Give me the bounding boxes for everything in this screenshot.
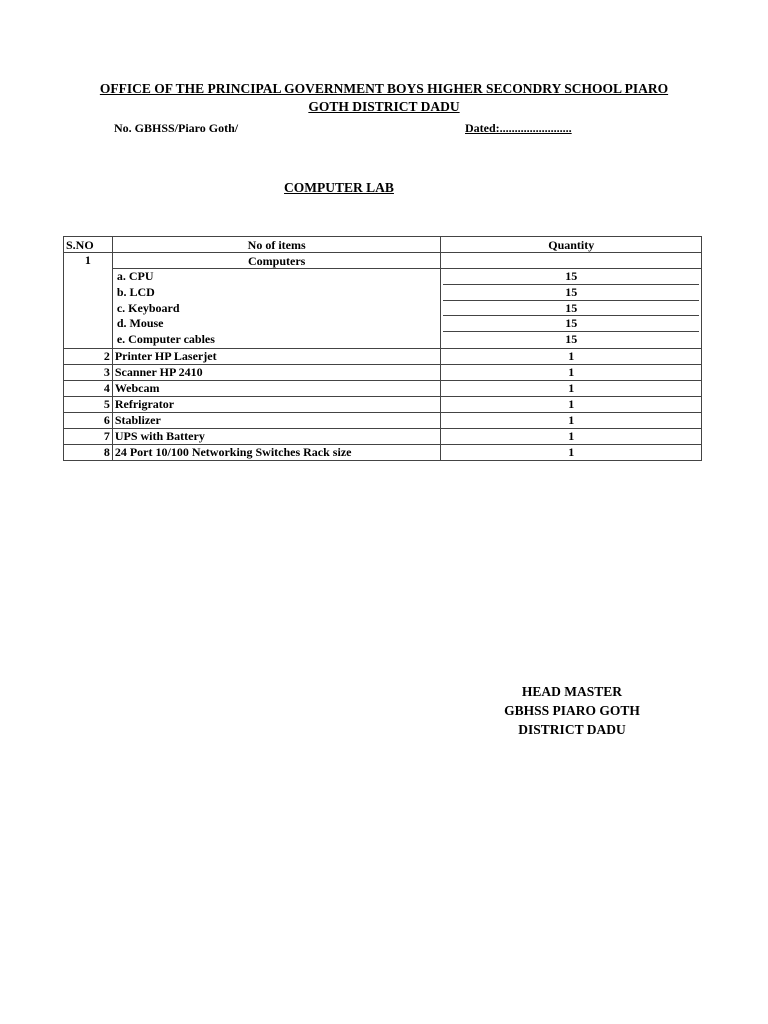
row-qty: 1 [441, 364, 702, 380]
sub-item-qty: 15 [443, 285, 699, 301]
signature-school: GBHSS PIARO GOTH [504, 703, 640, 718]
row-sno: 6 [64, 412, 113, 428]
row-sno: 7 [64, 428, 113, 444]
section-title: COMPUTER LAB [284, 180, 394, 195]
signature-district: DISTRICT DADU [518, 722, 626, 737]
table-row [64, 348, 702, 364]
row-item: Stablizer [112, 412, 441, 428]
table-row [64, 396, 702, 412]
row-item: Scanner HP 2410 [112, 364, 441, 380]
row-qty: 1 [441, 428, 702, 444]
sub-item-qty: 15 [443, 269, 699, 285]
sub-item-name: a. CPU [116, 269, 154, 283]
sub-item-qty: 15 [443, 316, 699, 332]
sub-item-name: d. Mouse [116, 316, 164, 331]
group-label-qty [441, 253, 702, 269]
table-header-row [64, 237, 702, 253]
group-label: Computers [112, 253, 441, 269]
row-item: 24 Port 10/100 Networking Switches Rack size [112, 444, 441, 460]
sub-item-name: e. Computer cables [116, 332, 215, 347]
row-sno: 8 [64, 444, 113, 460]
row-sno: 2 [64, 348, 113, 364]
sub-item-qty: 15 [443, 301, 699, 317]
reference-number: No. GBHSS/Piaro Goth/ [114, 121, 239, 135]
inventory-table [63, 236, 702, 461]
row-item: UPS with Battery [112, 428, 441, 444]
office-title-line2: GOTH DISTRICT DADU [308, 99, 460, 114]
signature-block [470, 682, 674, 739]
table-row [64, 412, 702, 428]
signature-title: HEAD MASTER [521, 684, 623, 699]
table-row [64, 428, 702, 444]
sub-item-name: c. Keyboard [116, 300, 180, 315]
header-quantity: Quantity [441, 237, 702, 253]
row-item: Printer HP Laserjet [112, 348, 441, 364]
sub-item-quantities [441, 269, 702, 349]
row-sno: 3 [64, 364, 113, 380]
row-qty: 1 [441, 348, 702, 364]
header-sno: S.NO [64, 237, 113, 253]
table-row [64, 444, 702, 460]
group-sno: 1 [64, 253, 113, 349]
table-row-group-label [64, 253, 702, 269]
office-title-line1: OFFICE OF THE PRINCIPAL GOVERNMENT BOYS HIGHER SECONDRY SCHOOL PIARO [99, 81, 669, 96]
row-qty: 1 [441, 380, 702, 396]
table-row [64, 364, 702, 380]
sub-item-qty: 15 [565, 332, 578, 347]
row-item: Refrigrator [112, 396, 441, 412]
row-item: Webcam [112, 380, 441, 396]
sub-item-list [112, 269, 441, 349]
row-sno: 4 [64, 380, 113, 396]
table-row-sub-items [64, 269, 702, 349]
dated-field: Dated:........................ [465, 121, 572, 135]
row-qty: 1 [441, 412, 702, 428]
table-row [64, 380, 702, 396]
header-items: No of items [112, 237, 441, 253]
row-qty: 1 [441, 444, 702, 460]
sub-item-name: b. LCD [116, 284, 155, 299]
row-qty: 1 [441, 396, 702, 412]
row-sno: 5 [64, 396, 113, 412]
